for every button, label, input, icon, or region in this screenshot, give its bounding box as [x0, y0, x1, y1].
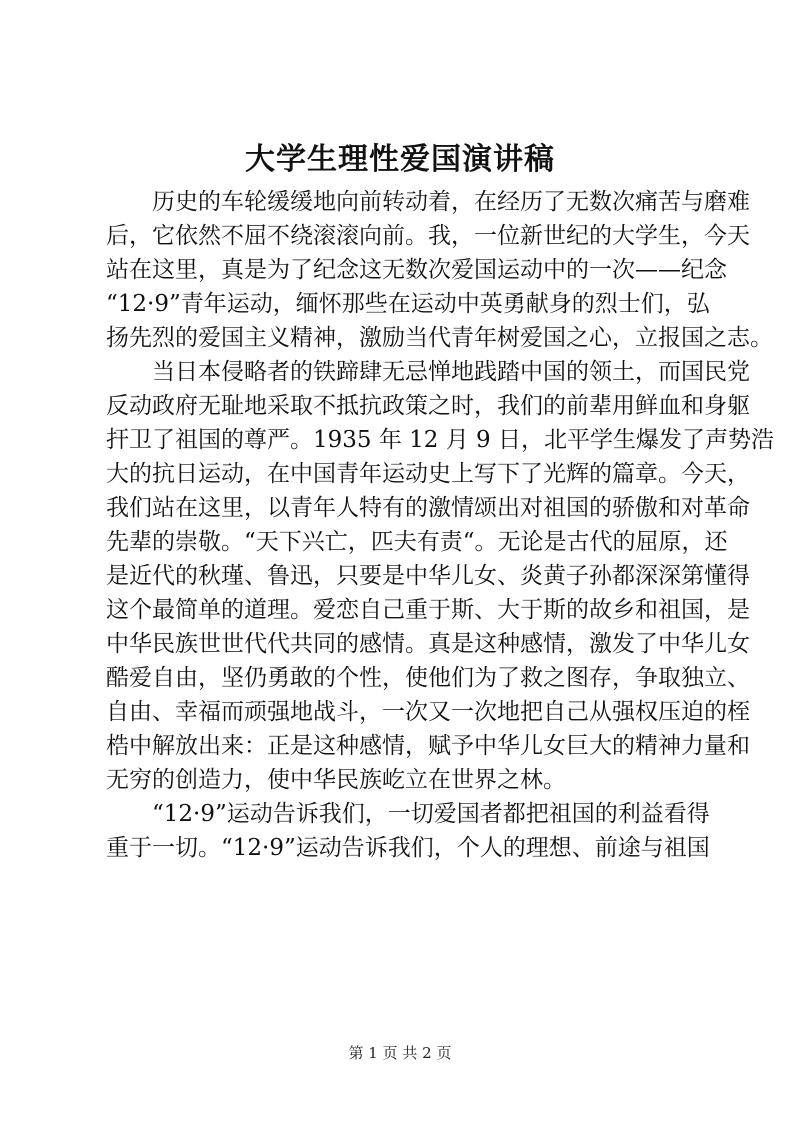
text-line: 站在这里，真是为了纪念这无数次爱国运动中的一次——纪念 [106, 257, 727, 283]
text-line: “12·9”青年运动，缅怀那些在运动中英勇献身的烈士们，弘 [106, 291, 710, 317]
paragraph-1 [106, 185, 773, 355]
text-line: 历史的车轮缓缓地向前转动着，在经历了无数次痛苦与磨难 [152, 189, 750, 215]
page-footer: 第 1 页 共 2 页 [348, 1044, 452, 1062]
text-line: 酷爱自由，坚仍勇敢的个性，使他们为了救之图存，争取独立、 [106, 665, 750, 691]
text-line: 无穷的创造力，使中华民族屹立在世界之林。 [106, 767, 566, 793]
text-line: 梏中解放出来：正是这种感情，赋予中华儿女巨大的精神力量和 [106, 733, 750, 759]
text-line: 后，它依然不屈不绕滚滚向前。我，一位新世纪的大学生，今天 [106, 223, 750, 249]
text-line: 是近代的秋瑾、鲁迅，只要是中华儿女、炎黄子孙都深深第懂得 [106, 563, 750, 589]
page-title: 大学生理性爱国演讲稿 [245, 142, 555, 177]
text-line: 扞卫了祖国的尊严。1935 年 12 月 9 日，北平学生爆发了声势浩 [106, 427, 774, 453]
text-line: 反动政府无耻地采取不抵抗政策之时，我们的前辈用鲜血和身躯 [106, 393, 750, 419]
text-line: 扬先烈的爱国主义精神，激励当代青年树爱国之心，立报国之志。 [106, 325, 773, 351]
text-line: 我们站在这里，以青年人特有的激情颂出对祖国的骄傲和对革命 [106, 495, 750, 521]
text-line: “12·9”运动告诉我们，一切爱国者都把祖国的利益看得 [152, 801, 710, 827]
text-line: 自由、幸福而顽强地战斗，一次又一次地把自己从强权压迫的桎 [106, 699, 750, 725]
text-line: 当日本侵略者的铁蹄肆无忌惮地践踏中国的领土，而国民党 [152, 359, 750, 385]
paragraph-2 [106, 355, 774, 797]
paragraph-3 [106, 797, 710, 865]
text-line: 先辈的崇敬。“天下兴亡，匹夫有责“。无论是古代的屈原，还 [106, 529, 728, 555]
text-line: 这个最简单的道理。爱恋自己重于斯、大于斯的故乡和祖国，是 [106, 597, 750, 623]
text-line: 大的抗日运动，在中国青年运动史上写下了光辉的篇章。今天， [106, 461, 750, 487]
document-body [106, 185, 774, 865]
text-line: 中华民族世世代代共同的感情。真是这种感情，激发了中华儿女 [106, 631, 750, 657]
text-line: 重于一切。“12·9”运动告诉我们，个人的理想、前途与祖国 [106, 835, 710, 861]
